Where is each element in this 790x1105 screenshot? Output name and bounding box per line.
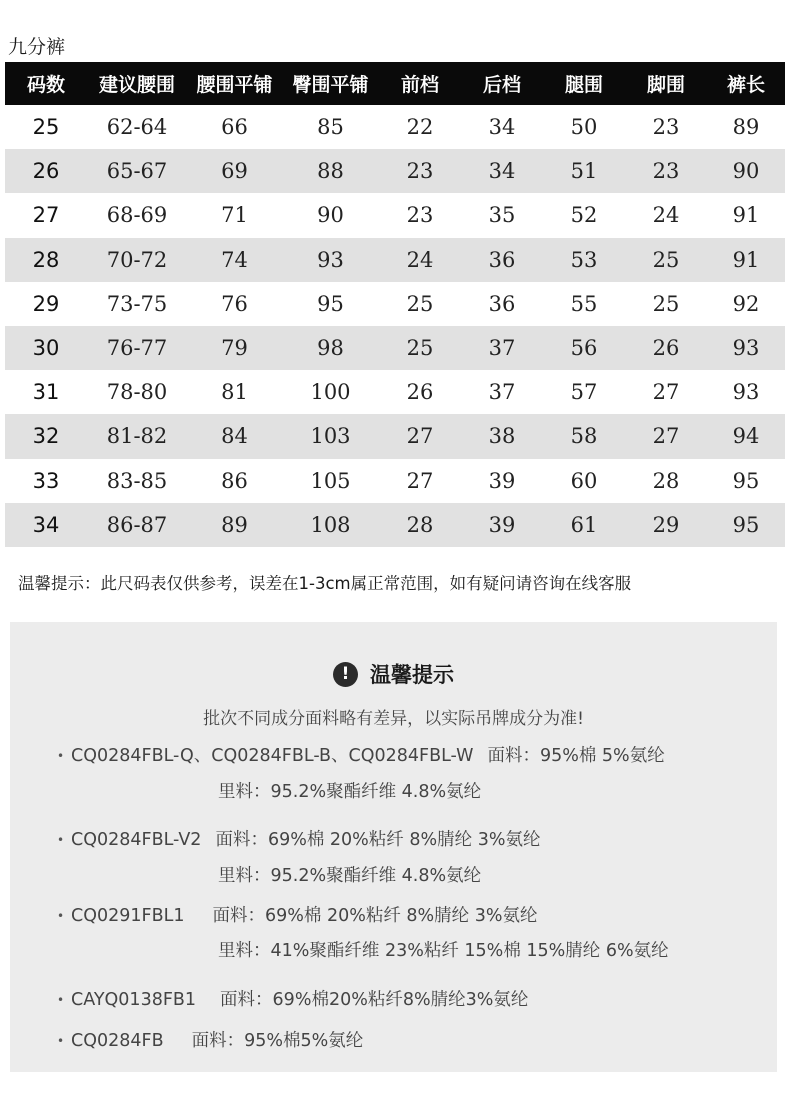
cell-length: 91 [732,203,760,228]
fabric-item-fabric: 面料：69%棉 20%粘纤 8%腈纶 3%氨纶 [215,830,541,850]
cell-thigh: 52 [570,203,598,228]
cell-size: 27 [32,203,60,228]
cell-leg-opening: 25 [625,238,707,282]
cell-length: 90 [707,149,785,193]
cell-waist-suggested: 76-77 [87,326,187,370]
fabric-item-code: CQ0284FBL-V2 [71,830,202,850]
table-row [5,193,785,237]
fabric-item [57,986,528,1011]
cell-hip-flat: 93 [282,238,379,282]
cell-waist-flat: 89 [187,503,282,547]
cell-size: 33 [32,468,60,493]
cell-size: 34 [5,503,87,547]
cell-size: 29 [32,291,60,316]
cell-leg-opening: 27 [652,380,680,405]
cell-size: 28 [5,238,87,282]
header-cell-waist-suggested: 建议腰围 [87,62,187,105]
cell-size: 30 [5,326,87,370]
cell-waist-flat: 86 [221,468,248,493]
cell-size: 31 [32,380,60,405]
cell-hip-flat: 98 [282,326,379,370]
header-cell-front-rise: 前档 [379,62,461,105]
cell-hip-flat: 108 [282,503,379,547]
cell-thigh: 57 [570,380,598,405]
fabric-item [57,902,538,927]
fabric-item-fabric: 面料：69%棉 20%粘纤 8%腈纶 3%氨纶 [212,906,538,926]
table-row [5,503,785,547]
cell-waist-suggested: 81-82 [87,414,187,458]
cell-length: 93 [732,380,760,405]
notice-title: 温馨提示 [370,663,454,687]
cell-back-rise: 34 [461,149,543,193]
notice-header [10,659,777,689]
fabric-item-fabric: 面料：95%棉5%氨纶 [191,1031,364,1051]
cell-waist-suggested: 70-72 [87,238,187,282]
fabric-item [57,1027,363,1052]
cell-waist-suggested: 78-80 [106,380,168,405]
cell-front-rise: 24 [379,238,461,282]
cell-hip-flat: 100 [310,380,351,405]
cell-back-rise: 39 [461,503,543,547]
fabric-item-fabric: 面料：95%棉 5%氨纶 [487,746,665,766]
cell-leg-opening: 26 [625,326,707,370]
header-cell-hip-flat: 臀围平铺 [282,62,379,105]
cell-thigh: 60 [570,468,598,493]
cell-length: 95 [707,503,785,547]
cell-length: 95 [732,468,760,493]
header-cell-leg-opening: 脚围 [625,62,707,105]
cell-leg-opening: 23 [625,149,707,193]
cell-back-rise: 36 [461,238,543,282]
table-row [5,238,785,282]
cell-waist-flat: 69 [187,149,282,193]
header-cell-back-rise: 后档 [461,62,543,105]
cell-thigh: 58 [543,414,625,458]
fabric-item-code: CQ0284FBL-Q、CQ0284FBL-B、CQ0284FBL-W [71,746,474,766]
bullet-icon: • [57,993,65,1007]
cell-leg-opening: 24 [652,203,680,228]
header-cell-size: 码数 [5,62,87,105]
bullet-icon: • [57,749,65,763]
table-row [5,414,785,458]
cell-front-rise: 26 [406,380,434,405]
table-header-row [5,62,785,105]
notice-panel [10,622,777,1072]
cell-size: 26 [5,149,87,193]
cell-thigh: 55 [570,291,598,316]
cell-size: 25 [32,115,60,140]
cell-length: 92 [732,291,760,316]
cell-waist-suggested: 62-64 [106,115,168,140]
cell-waist-suggested: 86-87 [87,503,187,547]
cell-leg-opening: 25 [652,291,680,316]
cell-back-rise: 39 [488,468,516,493]
cell-waist-flat: 76 [221,291,248,316]
fabric-item-lining: 里料：95.2%聚酯纤维 4.8%氨纶 [218,782,482,802]
fabric-item-code: CAYQ0138FB1 [71,990,197,1010]
cell-waist-suggested: 68-69 [106,203,168,228]
header-cell-waist-flat: 腰围平铺 [187,62,282,105]
cell-thigh: 56 [543,326,625,370]
cell-leg-opening: 28 [652,468,680,493]
cell-hip-flat: 103 [282,414,379,458]
fabric-item [57,826,540,851]
cell-hip-flat: 85 [317,115,344,140]
cell-thigh: 61 [543,503,625,547]
cell-thigh: 51 [543,149,625,193]
fabric-item-lining: 里料：95.2%聚酯纤维 4.8%氨纶 [218,866,482,886]
table-row [5,370,785,414]
header-cell-thigh: 腿围 [543,62,625,105]
table-row [5,282,785,326]
cell-thigh: 53 [543,238,625,282]
cell-leg-opening: 27 [625,414,707,458]
notice-subtitle: 批次不同成分面料略有差异，以实际吊牌成分为准! [203,709,584,729]
cell-back-rise: 38 [461,414,543,458]
cell-waist-flat: 71 [221,203,248,228]
bullet-icon: • [57,909,65,923]
cell-back-rise: 37 [461,326,543,370]
cell-waist-suggested: 83-85 [106,468,168,493]
fabric-item-code: CQ0284FB [71,1031,164,1051]
cell-length: 93 [707,326,785,370]
cell-back-rise: 36 [488,291,516,316]
cell-back-rise: 37 [488,380,516,405]
fabric-item-code: CQ0291FBL1 [71,906,185,926]
cell-length: 94 [707,414,785,458]
cell-thigh: 50 [570,115,598,140]
header-cell-length: 裤长 [707,62,785,105]
table-row [5,459,785,503]
cell-front-rise: 28 [379,503,461,547]
cell-leg-opening: 29 [625,503,707,547]
cell-length: 89 [732,115,760,140]
size-tip: 温馨提示：此尺码表仅供参考，误差在1-3cm属正常范围，如有疑问请咨询在线客服 [18,574,632,593]
cell-waist-flat: 79 [187,326,282,370]
cell-front-rise: 27 [379,414,461,458]
cell-length: 91 [707,238,785,282]
bullet-icon: • [57,833,65,847]
fabric-item-fabric: 面料：69%棉20%粘纤8%腈纶3%氨纶 [220,990,529,1010]
cell-hip-flat: 105 [310,468,351,493]
cell-waist-flat: 66 [221,115,248,140]
cell-hip-flat: 88 [282,149,379,193]
page-title: 九分裤 [8,36,66,58]
table-row [5,105,785,149]
cell-leg-opening: 23 [652,115,680,140]
cell-waist-suggested: 65-67 [87,149,187,193]
size-table [5,62,785,547]
fabric-item [57,742,665,767]
cell-waist-flat: 84 [187,414,282,458]
size-table-body [5,105,785,547]
cell-hip-flat: 90 [317,203,344,228]
cell-waist-flat: 81 [221,380,248,405]
table-row [5,326,785,370]
cell-front-rise: 22 [406,115,434,140]
cell-waist-suggested: 73-75 [106,291,168,316]
cell-front-rise: 25 [406,291,434,316]
cell-front-rise: 25 [379,326,461,370]
exclamation-circle-icon: ! [333,662,358,687]
cell-hip-flat: 95 [317,291,344,316]
fabric-item-lining: 里料：41%聚酯纤维 23%粘纤 15%棉 15%腈纶 6%氨纶 [218,941,669,961]
cell-size: 32 [5,414,87,458]
cell-front-rise: 23 [406,203,434,228]
bullet-icon: • [57,1034,65,1048]
cell-back-rise: 34 [488,115,516,140]
cell-front-rise: 23 [379,149,461,193]
cell-front-rise: 27 [406,468,434,493]
cell-back-rise: 35 [488,203,516,228]
cell-waist-flat: 74 [187,238,282,282]
table-row [5,149,785,193]
